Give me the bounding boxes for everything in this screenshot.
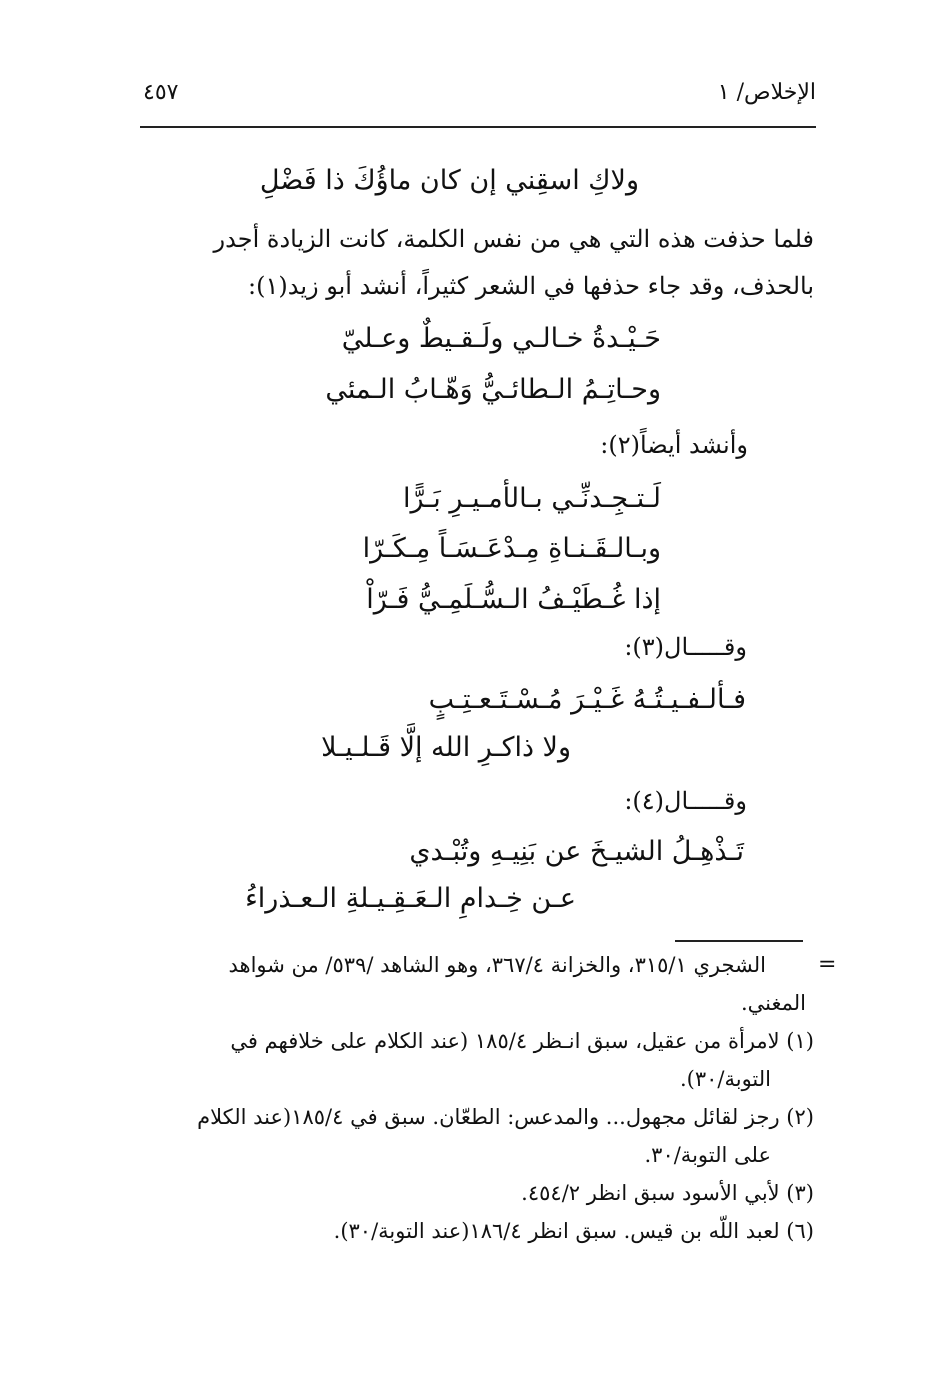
poem-3-line-1: فـألـفـيـتُـهُ غَـيْـرَ مُـسْـتَـعـتِـبٍ xyxy=(428,684,746,715)
footnote-1-line-2: التوبة/٣٠). xyxy=(679,1067,771,1091)
intro-3: وقـــــال(٣): xyxy=(624,633,747,661)
footnote-1-line-1: (١) لامرأة من عقيل، سبق انـظر ١٨٥/٤ (عند الكلام على خلافهم في xyxy=(230,1029,814,1053)
poem-2-line-1: لَـتـجِـدنِّـي بـالأمـيـرِ بَـرًّا xyxy=(402,483,661,514)
poem-4-line-2: عـن خِـدامِ الـعَـقِـيـلةِ الـعـذراءُ xyxy=(245,883,576,914)
poem-1-line-2: وحـاتِـمُ الـطائـيُّ وَهّـابُ الـمئي xyxy=(325,374,661,405)
header-rule xyxy=(140,126,816,128)
footnote-3: (٣) لأبي الأسود سبق انظر ٤٥٤/٢. xyxy=(521,1181,814,1205)
poem-1-line-1: حَـيْـدةُ خـالـي ولَـقـيطٌ وعـليّ xyxy=(341,323,661,354)
paragraph-line-2: بالحذف، وقد جاء حذفها في الشعر كثيراً، أنشد أبو زيد(١): xyxy=(248,272,814,300)
verse-line-1: ولاكِ اسقِني إن كان ماؤُكَ ذا فَضْلِ xyxy=(259,165,639,196)
footnote-rule xyxy=(675,940,803,942)
footnote-4: (٦) لعبد اللّه بن قيس. سبق انظر ١٨٦/٤(عند التوبة/٣٠). xyxy=(333,1219,814,1243)
poem-3-line-2: ولا ذاكـرِ الله إلَّا قَـلـيـلا xyxy=(321,732,571,763)
paragraph-line-1: فلما حذفت هذه التي هي من نفس الكلمة، كانت الزيادة أجدر xyxy=(213,225,814,253)
footnote-continued-line-1: الشجري ٣١٥/١، والخزانة ٣٦٧/٤، وهو الشاهد /٥٣٩/ من شواهد xyxy=(228,953,766,977)
running-title: الإخلاص/ ١ xyxy=(717,80,816,105)
intro-4: وقـــــال(٤): xyxy=(624,787,747,815)
footnote-2-line-2: على التوبة/٣٠. xyxy=(644,1143,771,1167)
poem-2-line-2: وبـالـقَـنـاةِ مِـدْعَـسَـاً مِـكَـرّا xyxy=(362,533,661,564)
footnote-continued-line-2: المغني. xyxy=(740,991,806,1015)
intro-2: وأنشد أيضاً(٢): xyxy=(600,431,748,459)
page-number: ٤٥٧ xyxy=(143,80,179,105)
footnote-2-line-1: (٢) رجز لقائل مجهول... والمدعس: الطعّان. سبق في ١٨٥/٤(عند الكلام xyxy=(197,1105,814,1129)
poem-2-line-3: إذا غُـطَيْـفُ الـسُّـلَمِـيُّ فَـرّاْ xyxy=(366,584,661,615)
poem-4-line-1: تَـذْهِـلُ الشيـخَ عن بَنِيـهِ وتُبْـدي xyxy=(409,836,744,867)
continuation-marker: = xyxy=(818,952,837,977)
